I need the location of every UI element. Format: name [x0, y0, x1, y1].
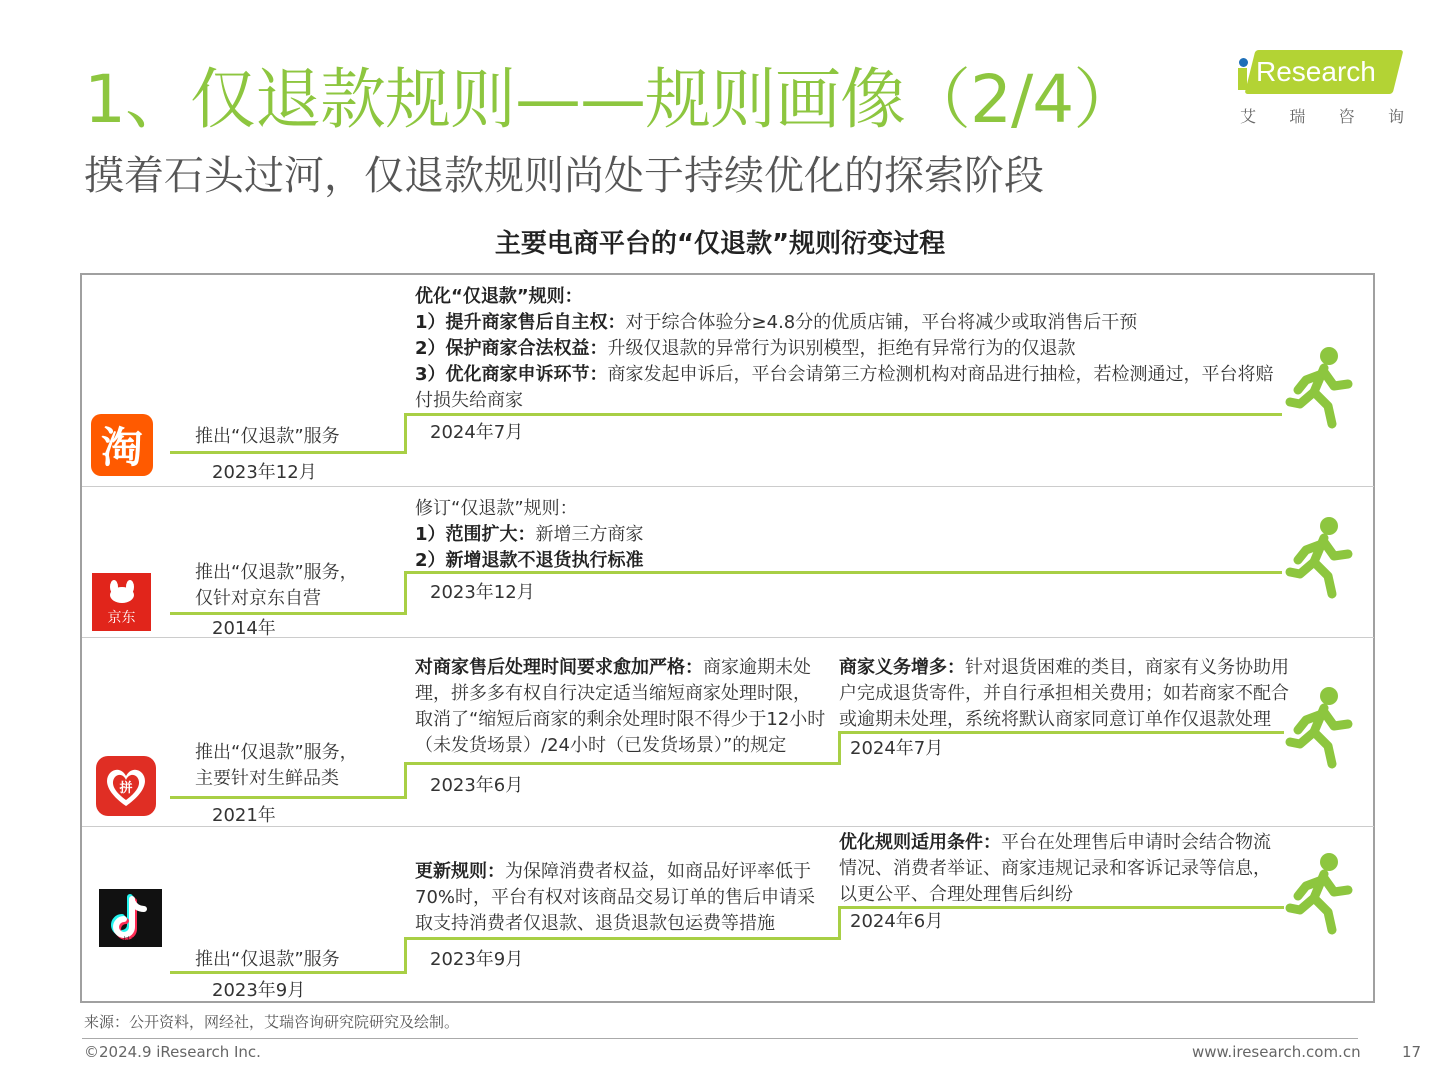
timeline-step: [838, 731, 841, 765]
update-item-bold: 1）范围扩大：: [415, 524, 536, 545]
timeline-step: [404, 762, 841, 765]
update-bold: 对商家售后处理时间要求愈加严格：: [415, 657, 703, 678]
pinduoduo-update2-date: 2024年7月: [850, 738, 944, 759]
douyin-launch-date: 2023年9月: [212, 980, 306, 1001]
pinduoduo-update1-date: 2023年6月: [430, 775, 524, 796]
pinduoduo-update2-text: [839, 655, 1289, 733]
logo-cn-char: 瑞: [1289, 107, 1306, 126]
update-text: 针对退货困难的类目，商家有义务协助用户完成退货寄件，并自行承担相关费用；如若商家不配合或逾期未处理，系统将默认商家同意订单作仅退款处理: [839, 657, 1289, 730]
timeline-step: [170, 612, 407, 615]
pinduoduo-icon-text: 拼: [119, 781, 133, 796]
update-heading: 修订“仅退款”规则：: [415, 498, 578, 519]
douyin-app-icon: [99, 889, 162, 947]
taobao-update-date: 2024年7月: [430, 422, 524, 443]
jd-update-text: [415, 496, 1275, 574]
iresearch-logo: [1236, 46, 1406, 130]
douyin-update1-date: 2023年9月: [430, 949, 524, 970]
update-bold: 商家义务增多：: [839, 657, 965, 678]
runner-icon: [1284, 516, 1356, 600]
runner-icon: [1284, 852, 1356, 936]
pinduoduo-app-icon: [96, 756, 156, 816]
page-title: 1、仅退款规则——规则画像（2/4）: [84, 61, 1139, 138]
chart-title: 主要电商平台的“仅退款”规则衍变过程: [494, 229, 946, 259]
update-item-text: 升级仅退款的异常行为识别模型，拒绝有异常行为的仅退款: [607, 338, 1076, 359]
source-note: 来源：公开资料，网经社，艾瑞咨询研究院研究及绘制。: [84, 1013, 460, 1031]
jd-launch-date: 2014年: [212, 618, 276, 639]
taobao-launch-label: 推出“仅退款”服务: [195, 426, 340, 447]
pinduoduo-launch-label: [195, 740, 358, 792]
page-subtitle: 摸着石头过河，仅退款规则尚处于持续优化的探索阶段: [84, 153, 1044, 199]
logo-cn-char: 询: [1387, 107, 1404, 126]
douyin-update1-text: [415, 859, 820, 937]
timeline-step: [170, 796, 407, 799]
update-text: 商家逾期未处理，拼多多有权自行决定适当缩短商家处理时限，取消了“缩短后商家的剩余处理时限不得少于12小时（未发货场景）/24小时（已发货场景）”的规定: [415, 657, 826, 756]
update-item-text: 商家发起申诉后，平台会请第三方检测机构对商品进行抽检，若检测通过，平台将赔付损失给商家: [415, 364, 1274, 411]
douyin-icon-text: 抖音: [122, 936, 139, 945]
douyin-update2-date: 2024年6月: [850, 911, 944, 932]
launch-line: 主要针对生鲜品类: [195, 768, 339, 789]
timeline-step: [838, 906, 841, 940]
jd-app-icon: [92, 573, 151, 631]
taobao-icon-glyph: 淘: [100, 423, 143, 472]
taobao-launch-date: 2023年12月: [212, 462, 317, 483]
logo-cn-char: 咨: [1338, 107, 1355, 126]
jd-update-date: 2023年12月: [430, 582, 535, 603]
douyin-launch-label: 推出“仅退款”服务: [195, 949, 340, 970]
update-bold: 优化规则适用条件：: [839, 832, 1001, 853]
taobao-app-icon: [91, 414, 153, 476]
logo-cn-text: [1240, 104, 1404, 127]
runner-icon: [1284, 346, 1356, 430]
timeline-step: [170, 451, 407, 454]
timeline-step: [404, 762, 407, 799]
launch-line: 推出“仅退款”服务，: [195, 562, 358, 583]
footer-divider: [82, 1038, 1358, 1039]
update-item-bold: 3）优化商家申诉环节：: [415, 364, 608, 385]
update-text: 平台在处理售后申请时会结合物流情况、消费者举证、商家违规记录和客诉记录等信息，以更公平、合理处理售后纠纷: [839, 832, 1271, 905]
pinduoduo-update1-text: [415, 655, 827, 759]
timeline-step: [404, 413, 407, 454]
logo-brand-text: Research: [1256, 56, 1376, 87]
update-bold: 更新规则：: [415, 861, 505, 882]
timeline-step: [404, 937, 407, 974]
timeline-step: [404, 937, 841, 940]
footer-url: www.iresearch.com.cn: [1192, 1043, 1361, 1061]
launch-line: 仅针对京东自营: [195, 588, 321, 609]
taobao-update-text: [415, 284, 1275, 414]
pinduoduo-launch-date: 2021年: [212, 805, 276, 826]
update-item-bold: 1）提升商家售后自主权：: [415, 312, 626, 333]
row-divider: [82, 486, 1374, 487]
update-item-text: 新增三方商家: [535, 524, 644, 545]
jd-icon-text: 京东: [107, 610, 136, 626]
jd-launch-label: [195, 560, 358, 612]
logo-cn-char: 艾: [1240, 107, 1257, 126]
update-item-bold: 2）新增退款不退货执行标准: [415, 550, 644, 571]
update-item-text: 对于综合体验分≥4.8分的优质店铺，平台将减少或取消售后干预: [625, 312, 1138, 333]
logo-i-stem: [1238, 68, 1247, 90]
douyin-update2-text: [839, 830, 1279, 908]
update-item-bold: 2）保护商家合法权益：: [415, 338, 608, 359]
jd-dog-icon: [92, 573, 151, 609]
launch-line: 推出“仅退款”服务，: [195, 742, 358, 763]
timeline-step: [170, 971, 407, 974]
page-number: 17: [1402, 1043, 1422, 1061]
runner-icon: [1284, 686, 1356, 770]
update-heading: 优化“仅退款”规则：: [415, 286, 583, 307]
timeline-step: [404, 571, 407, 615]
copyright: ©2024.9 iResearch Inc.: [84, 1043, 261, 1061]
update-text: 为保障消费者权益，如商品好评率低于70%时，平台有权对该商品交易订单的售后申请采取支持消费者仅退款、退货退款包运费等措施: [415, 861, 816, 934]
logo-dot: [1239, 58, 1248, 67]
